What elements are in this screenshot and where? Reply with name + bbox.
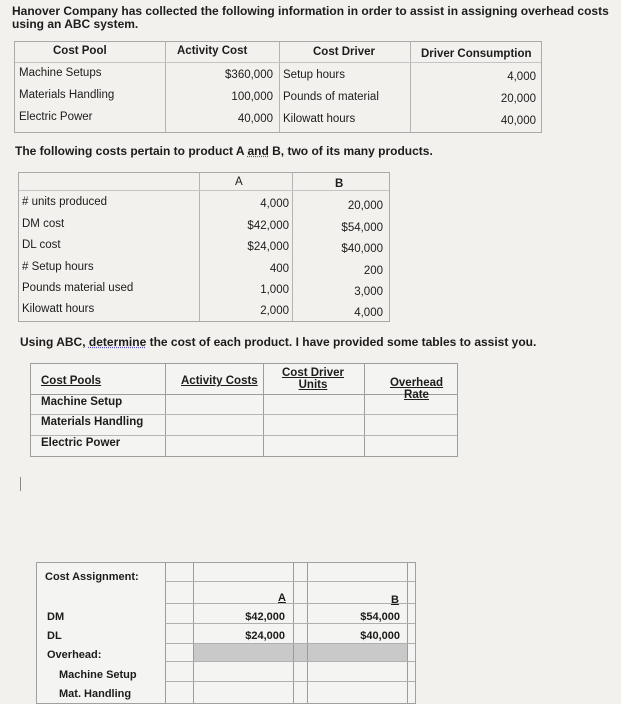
- pool-row-cost: 100,000: [231, 91, 273, 103]
- product-row-label: DL cost: [22, 239, 61, 251]
- header-cost-driver: Cost Driver: [313, 46, 375, 58]
- product-b-value: $40,000: [341, 243, 383, 255]
- product-row-label: Pounds material used: [22, 282, 134, 294]
- cost-assignment-title: Cost Assignment:: [45, 571, 139, 583]
- pool-row-label: Materials Handling: [19, 89, 115, 101]
- product-a-value: $24,000: [247, 241, 289, 253]
- assignment-row-label: DM: [47, 611, 65, 623]
- assignment-row-label: DL: [47, 630, 62, 642]
- header-cost-driver-units: Cost Driver Units: [282, 367, 344, 391]
- product-cost-table: [18, 172, 390, 322]
- column-b-header: B: [335, 178, 344, 190]
- product-b-value: 20,000: [347, 200, 383, 212]
- product-b-value: $54,000: [341, 222, 383, 234]
- overhead-item: Mat. Handling: [59, 688, 132, 700]
- product-a-value: 4,000: [260, 198, 289, 210]
- overhead-item: Machine Setup: [59, 669, 137, 681]
- assignment-b-value: $54,000: [360, 611, 400, 623]
- pool-row-driver: Setup hours: [283, 69, 346, 81]
- pool-row-consumption: 4,000: [507, 71, 536, 83]
- header-activity-costs: Activity Costs: [181, 375, 258, 387]
- question-text: Using ABC, determine the cost of each product. I have provided some tables to assist you.: [20, 335, 537, 349]
- pool-row-cost: $360,000: [225, 69, 273, 81]
- assignment-b-value: $40,000: [360, 630, 400, 642]
- assignment-a-value: $42,000: [245, 611, 285, 623]
- product-a-value: $42,000: [247, 220, 289, 232]
- cost-pool-table: [14, 41, 542, 133]
- product-b-value: 3,000: [354, 286, 383, 298]
- product-b-value: 200: [363, 265, 383, 277]
- product-row-label: # Setup hours: [22, 261, 94, 273]
- pool-row-consumption: 40,000: [500, 115, 536, 127]
- header-overhead-rate: Overhead Rate: [389, 377, 444, 401]
- product-b-value: 4,000: [354, 307, 383, 319]
- product-row-label: Kilowatt hours: [22, 303, 95, 315]
- pool-row-driver: Kilowatt hours: [283, 113, 356, 125]
- overhead-rate-table: [30, 363, 458, 457]
- assignment-column-b: B: [391, 594, 399, 606]
- pool-row-label: Electric Power: [19, 111, 93, 123]
- intro-text: Hanover Company has collected the following information in order to assist in assigning overhead costs using an ABC system.: [12, 4, 609, 31]
- rate-row-label: Materials Handling: [41, 416, 144, 428]
- pool-row-consumption: 20,000: [500, 93, 536, 105]
- pool-row-label: Machine Setups: [19, 67, 102, 79]
- cost-assignment-table: [36, 562, 416, 704]
- pool-row-driver: Pounds of material: [283, 91, 379, 103]
- pool-row-cost: 40,000: [237, 113, 273, 125]
- product-intro: The following costs pertain to product A and B, two of its many products.: [15, 144, 433, 158]
- rate-row-label: Electric Power: [41, 437, 121, 449]
- product-a-value: 400: [269, 263, 289, 275]
- header-driver-consumption: Driver Consumption: [421, 48, 532, 60]
- product-row-label: # units produced: [22, 196, 108, 208]
- product-a-value: 1,000: [260, 284, 289, 296]
- header-activity-cost: Activity Cost: [177, 45, 248, 57]
- assignment-column-a: A: [278, 592, 286, 604]
- overhead-label: Overhead:: [47, 649, 102, 661]
- rate-row-label: Machine Setup: [41, 396, 123, 408]
- column-a-header: A: [235, 176, 243, 188]
- header-cost-pools: Cost Pools: [41, 375, 102, 387]
- product-row-label: DM cost: [22, 218, 65, 230]
- text-cursor: [20, 477, 21, 491]
- header-cost-pool: Cost Pool: [53, 45, 107, 57]
- product-a-value: 2,000: [260, 305, 289, 317]
- assignment-a-value: $24,000: [245, 630, 285, 642]
